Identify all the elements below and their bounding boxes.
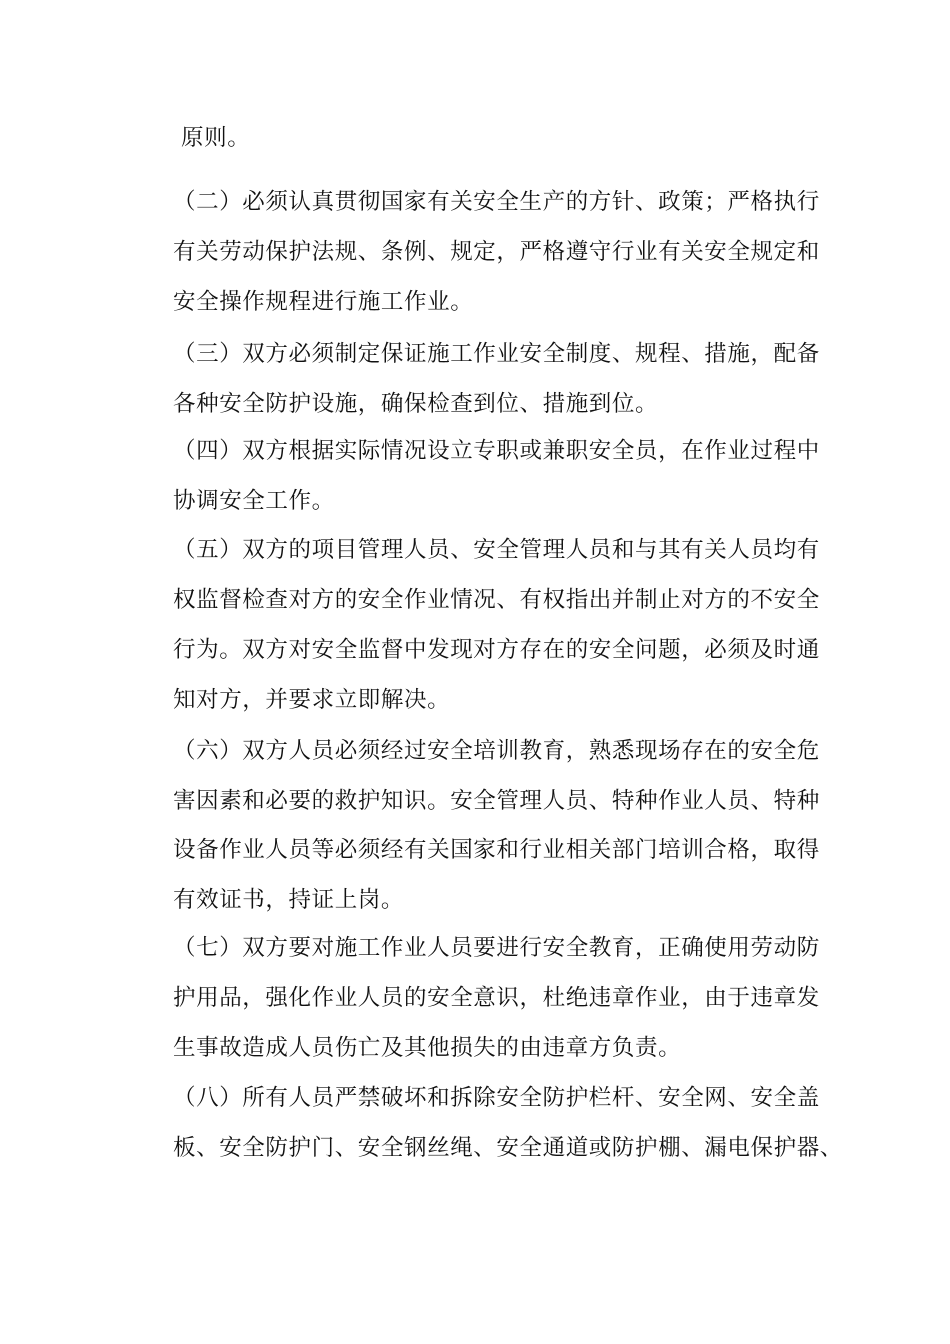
- text-line: 板、安全防护门、安全钢丝绳、安全通道或防护棚、漏电保护器、: [173, 1135, 843, 1161]
- text-line: 生事故造成人员伤亡及其他损失的由违章方负责。: [173, 1035, 682, 1061]
- text-line: 害因素和必要的救护知识。安全管理人员、特种作业人员、特种: [173, 788, 820, 814]
- text-line: 各种安全防护设施，确保检查到位、措施到位。: [173, 391, 659, 417]
- text-line: 有关劳动保护法规、条例、规定，严格遵守行业有关安全规定和: [173, 239, 820, 265]
- text-line: 安全操作规程进行施工作业。: [173, 289, 474, 315]
- text-line: 原则。: [181, 125, 251, 151]
- text-line: （六）双方人员必须经过安全培训教育，熟悉现场存在的安全危: [173, 738, 820, 764]
- text-line: 设备作业人员等必须经有关国家和行业相关部门培训合格，取得: [173, 837, 820, 863]
- text-line: （七）双方要对施工作业人员要进行安全教育，正确使用劳动防: [173, 935, 820, 961]
- text-line: （五）双方的项目管理人员、安全管理人员和与其有关人员均有: [173, 537, 820, 563]
- text-line: （二）必须认真贯彻国家有关安全生产的方针、政策；严格执行: [173, 189, 820, 215]
- text-line: 权监督检查对方的安全作业情况、有权指出并制止对方的不安全: [173, 587, 820, 613]
- text-line: 协调安全工作。: [173, 488, 335, 514]
- text-line: （四）双方根据实际情况设立专职或兼职安全员，在作业过程中: [173, 438, 820, 464]
- text-line: 知对方，并要求立即解决。: [173, 687, 451, 713]
- text-line: 有效证书，持证上岗。: [173, 887, 405, 913]
- text-line: 行为。双方对安全监督中发现对方存在的安全问题，必须及时通: [173, 637, 820, 663]
- text-line: （三）双方必须制定保证施工作业安全制度、规程、措施，配备: [173, 341, 820, 367]
- text-line: 护用品，强化作业人员的安全意识，杜绝违章作业，由于违章发: [173, 985, 820, 1011]
- text-line: （八）所有人员严禁破坏和拆除安全防护栏杆、安全网、安全盖: [173, 1085, 820, 1111]
